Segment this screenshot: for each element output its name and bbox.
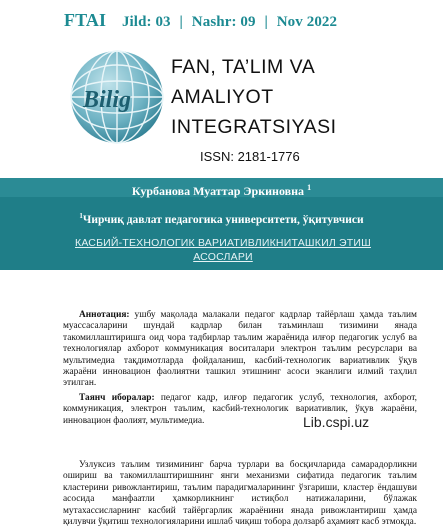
keywords-label: Таянч иборалар:: [79, 392, 155, 403]
journal-header: [0, 0, 443, 178]
journal-title-line: INTEGRATSIYASI: [171, 116, 337, 138]
separator: |: [264, 14, 268, 30]
watermark: Lib.cspi.uz: [303, 414, 370, 430]
journal-title-line: FAN, TA’LIM VA: [171, 56, 316, 78]
journal-issue: Nashr: 09: [191, 14, 256, 30]
author-name: Курбанова Муаттар Эркиновна: [131, 184, 305, 198]
journal-title-line: AMALIYOT: [171, 86, 274, 108]
separator: |: [179, 14, 183, 30]
journal-date: Nov 2022: [276, 14, 338, 30]
affiliation-sup: 1: [79, 212, 83, 220]
title-band: [0, 178, 443, 270]
logo-text: Bilig: [83, 87, 132, 113]
journal-brand: FTAI: [64, 10, 107, 30]
keywords-text: педагог кадр, илғор педагогик услуб, технология, ахборот, коммуникация, электрон таълим, касбий-технологик вариативлик, ўқув жараёни, инновацион фаолият, мультимедиа.: [63, 392, 418, 426]
abstract-label: Аннотация:: [79, 310, 130, 320]
abstract-text: ушбу мақолада малакали педагог кадрлар тайёрлаш ҳамда таълим муассасаларини шундай кадрлар билан таъминлаш тизимини янада такомиллаштиришга оид чора тадбирлар таълим жараёнида илғор педагогик услуб ва технологиялар ахборот коммуникация воситалари электрон таълим ресурслари ва мультимедиа тақдимотларда фойдаланиш, касбий-технологик вариативлик ўқув жараёни инновацион фаолиятни ташкил этишнинг асоси эканлиги илмий таҳлил этилган.: [63, 310, 417, 389]
article-title: КАСБИЙ-ТЕХНОЛОГИК ВАРИАТИВЛИКНИТАШКИЛ ЭТИШ АСОСЛАРИ: [75, 237, 371, 263]
globe-logo-icon: [65, 45, 169, 149]
issn: ISSN: 2181-1776: [200, 149, 300, 164]
intro-section: [63, 460, 417, 528]
affiliation: [0, 212, 443, 226]
journal-volume: Jild: 03: [121, 14, 171, 30]
intro-paragraph: Узлуксиз таълим тизимининг барча турлари ва босқичларида самарадорликни ошириш ва такомиллаштиришнинг янги механизми сифатида педагогик таълим кластерини ривожлантириш, таълим парадигмаларининг ўзгариши, кластер ёндашуви асосида манфаатли ҳамкорликнинг истиқбол натижаларини, бўлажак мутахассисларнинг касбий тайёргарлик жараёнини янада ривожлантириш ҳамда қилувчи ўқитиш технологияларини ишлаб чиқиш тобора долзарб аҳамият касб этмоқда.: [63, 460, 417, 528]
author-bar: [0, 178, 443, 197]
author-sup: 1: [307, 183, 312, 192]
journal-title: [171, 52, 431, 142]
abstract-section: [63, 310, 417, 427]
abstract-paragraph: [63, 310, 417, 390]
affiliation-text: Чирчиқ давлат педагогика университети, ўқитувчиси: [82, 213, 364, 226]
journal-info-bar: [64, 10, 337, 31]
